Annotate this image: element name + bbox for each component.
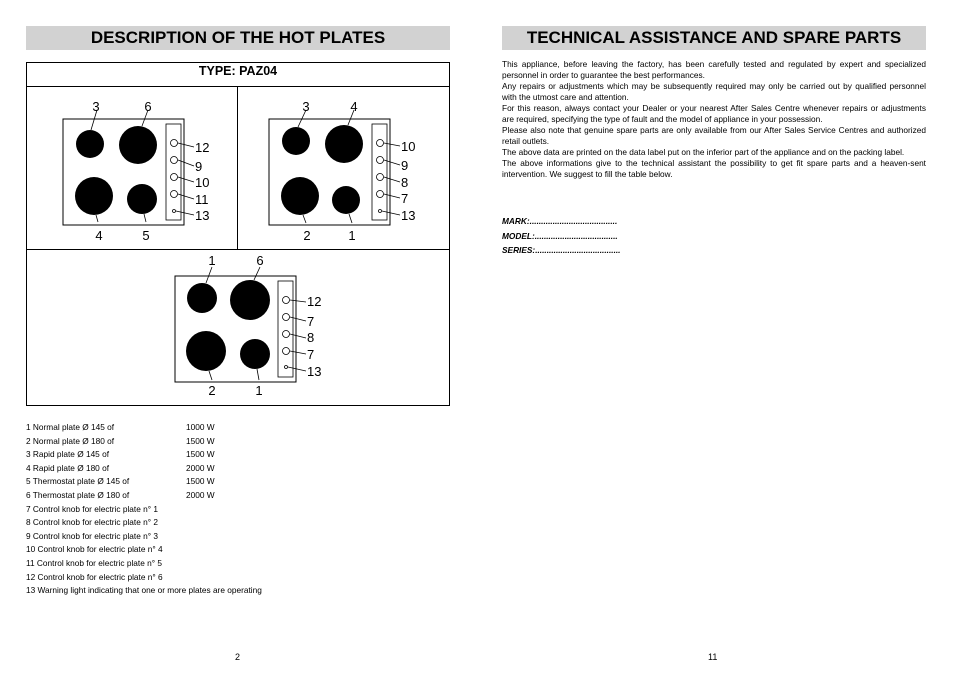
- control-panel: [166, 124, 181, 220]
- type-label: TYPE: PAZ04: [198, 64, 278, 78]
- model-field: MODEL:....................................: [502, 230, 618, 241]
- hotplate-6: [230, 280, 270, 320]
- legend-row: [26, 584, 262, 598]
- frame-type-divider: [26, 86, 450, 87]
- knob-group: [377, 140, 401, 216]
- frame-row-divider: [26, 249, 450, 250]
- legend-desc: 4 Rapid plate Ø 180 of: [26, 462, 110, 473]
- legend-row: [26, 448, 262, 462]
- hotplate-2: [186, 331, 226, 371]
- knob-group: [283, 297, 307, 372]
- hob-diagram-1: [60, 95, 225, 245]
- knob-label-2: 7: [307, 314, 315, 329]
- control-panel: [278, 281, 293, 377]
- hotplate-1b: [240, 339, 270, 369]
- legend-row: [26, 489, 262, 503]
- mark-field: MARK:......................................: [502, 216, 618, 226]
- frame-col-divider: [237, 86, 238, 249]
- legend-power: 1500 W: [186, 435, 215, 446]
- right-page-number: 11: [708, 652, 718, 662]
- label-bottom-right: 1: [255, 383, 263, 398]
- hotplate-5: [127, 184, 157, 214]
- legend-row: [26, 435, 262, 449]
- knob-label-4: 7: [401, 191, 409, 206]
- component-legend: [26, 421, 262, 598]
- hotplate-6: [119, 126, 157, 164]
- knob-label-2: 9: [195, 159, 203, 174]
- legend-desc: 12 Control knob for electric plate n° 6: [26, 571, 163, 582]
- label-bottom-left: 2: [303, 228, 311, 243]
- label-bottom-right: 5: [142, 228, 150, 243]
- label-bottom-left: 4: [95, 228, 103, 243]
- knob-label-5: 13: [307, 364, 322, 379]
- hotplate-3: [282, 127, 310, 155]
- legend-row: [26, 421, 262, 435]
- left-page-title: DESCRIPTION OF THE HOT PLATES: [90, 28, 386, 47]
- legend-row: [26, 543, 262, 557]
- knob-label-3: 8: [401, 175, 409, 190]
- knob-label-4: 11: [195, 192, 209, 207]
- hotplate-3: [76, 130, 104, 158]
- paragraph: For this reason, always contact your Dealer or your nearest After Sales Centre whenever repairs or adjustments are required, specifying the type of fault and the model of appliance in your possession.: [502, 103, 926, 124]
- legend-row: [26, 530, 262, 544]
- legend-power: 1000 W: [186, 422, 215, 432]
- right-page-title: TECHNICAL ASSISTANCE AND SPARE PARTS: [526, 28, 902, 47]
- knob-label-3: 8: [307, 330, 315, 345]
- legend-desc: 9 Control knob for electric plate n° 3: [26, 530, 158, 541]
- legend-desc: 11 Control knob for electric plate n° 5: [26, 557, 162, 568]
- legend-desc: 6 Thermostat plate Ø 180 of: [26, 489, 130, 500]
- label-top-right: 6: [256, 253, 264, 268]
- label-top-right: 4: [350, 99, 358, 114]
- hotplate-4: [75, 177, 113, 215]
- hotplate-4: [325, 125, 363, 163]
- legend-row: [26, 557, 262, 571]
- right-title-bar: [502, 26, 926, 50]
- knob-label-1: 10: [401, 139, 416, 154]
- label-bottom-right: 1: [348, 228, 356, 243]
- hotplate-2: [281, 177, 319, 215]
- hob-diagram-3: [172, 253, 337, 403]
- legend-row: [26, 516, 262, 530]
- legend-desc: 3 Rapid plate Ø 145 of: [26, 449, 110, 460]
- legend-row: [26, 475, 262, 489]
- legend-desc: 8 Control knob for electric plate n° 2: [26, 517, 158, 528]
- paragraph: Any repairs or adjustments which may be subsequently required may only be carried out by qualified personnel with the utmost care and attention.: [502, 81, 926, 102]
- knob-label-1: 12: [307, 294, 322, 309]
- label-top-left: 1: [208, 253, 216, 268]
- legend-desc: 2 Normal plate Ø 180 of: [26, 435, 115, 446]
- knob-label-5: 13: [195, 208, 210, 223]
- paragraph: Please also note that genuine spare parts are only available from our After Sales Service Centres and authorized retail outlets.: [502, 125, 926, 146]
- legend-desc: 1 Normal plate Ø 145 of: [26, 422, 115, 432]
- legend-row: [26, 462, 262, 476]
- paragraph: The above data are printed on the data label put on the inferior part of the appliance and on the packing label.: [502, 147, 905, 157]
- legend-power: 1500 W: [186, 476, 215, 487]
- label-top-left: 3: [302, 99, 310, 114]
- series-field: SERIES:.....................................: [502, 245, 621, 255]
- paragraph: This appliance, before leaving the factory, has been carefully tested and regulated by expert and specialized personnel in order to guarantee the best performances.: [502, 59, 926, 80]
- legend-row: [26, 571, 262, 585]
- hob-diagram-2: [266, 95, 431, 245]
- knob-group: [171, 140, 195, 216]
- knob-label-3: 10: [195, 175, 210, 190]
- knob-label-1: 12: [195, 140, 210, 155]
- legend-row: [26, 503, 262, 517]
- label-top-right: 6: [144, 99, 152, 114]
- knob-label-5: 13: [401, 208, 416, 223]
- legend-power: 2000 W: [186, 462, 215, 473]
- legend-desc: 13 Warning light indicating that one or more plates are operating: [26, 585, 262, 596]
- legend-desc: 10 Control knob for electric plate n° 4: [26, 544, 163, 555]
- label-bottom-left: 2: [208, 383, 216, 398]
- label-top-left: 3: [92, 99, 100, 114]
- left-title-bar: [26, 26, 450, 50]
- technical-assistance-text: [502, 59, 926, 180]
- knob-label-4: 7: [307, 347, 315, 362]
- knob-label-2: 9: [401, 158, 409, 173]
- control-panel: [372, 124, 387, 220]
- hotplate-1: [332, 186, 360, 214]
- paragraph: The above informations give to the technical assistant the possibility to get fit spare parts and a heaven-sent intervention. We suggest to fill the table below.: [502, 158, 926, 179]
- legend-desc: 5 Thermostat plate Ø 145 of: [26, 476, 130, 487]
- legend-power: 2000 W: [186, 489, 215, 500]
- legend-desc: 7 Control knob for electric plate n° 1: [26, 503, 158, 514]
- hotplate-1: [187, 283, 217, 313]
- legend-power: 1500 W: [186, 449, 215, 460]
- appliance-info-fields: [502, 214, 621, 258]
- left-page-number: 2: [235, 652, 241, 662]
